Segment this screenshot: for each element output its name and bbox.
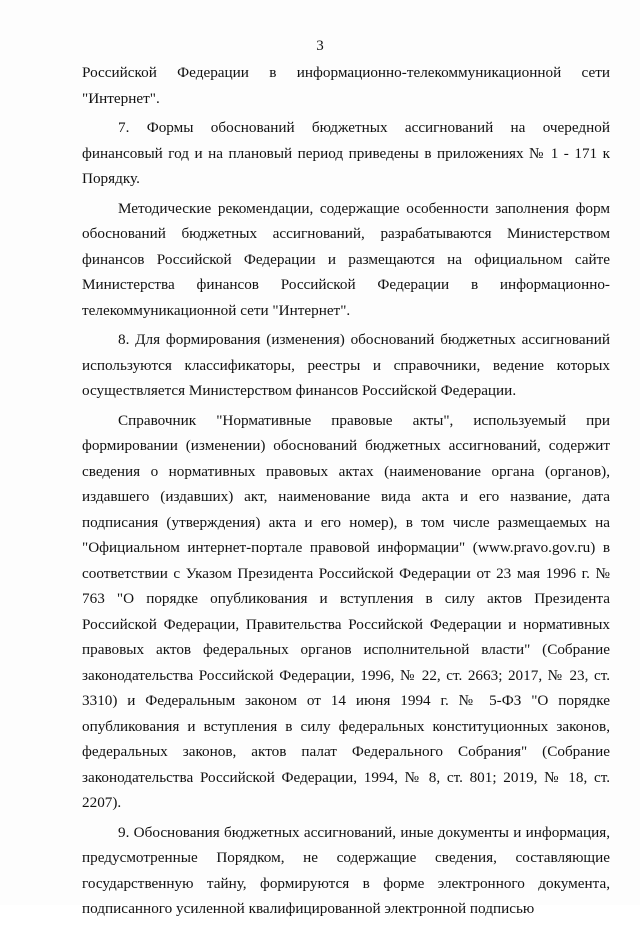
paragraph-methodical-recommendations: Методические рекомендации, содержащие особенности заполнения форм обоснований бюджетных ассигнований, разрабатываются Министерством финансов Российской Федерации и размещаются на официальном сайте Министерства финансов Российской Федерации в информационно-телекоммуникационной сети "Интернет". — [82, 199, 610, 319]
page-number: 3 — [316, 38, 324, 54]
paragraph-continuation: Российской Федерации в информационно-телекоммуникационной сети "Интернет". — [82, 64, 610, 107]
document-body — [82, 60, 610, 926]
paragraph-reference-book: Справочник "Нормативные правовые акты", используемый при формировании (изменении) обоснований бюджетных ассигнований, содержит сведения о нормативных правовых актах (наименование органа (органов), издавшего (издавших) акт, наименование вида акта и его название, дата подписания (утверждения) акта и его номер), в том числе размещаемых на "Официальном интернет-портале правовой информации" (www.pravo.gov.ru) в соответствии с Указом Президента Российской Федерации от 23 мая 1996 г. № 763 "О порядке опубликования и вступления в силу актов Президента Российской Федерации, Правительства Российской Федерации и нормативных правовых актов федеральных органов исполнительной власти" (Собрание законодательства Российской Федерации, 1996, № 22, ст. 2663; 2017, № 23, ст. 3310) и Федеральным законом от 14 июня 1994 г. № 5-ФЗ "О порядке опубликования и вступления в силу федеральных конституционных законов, федеральных законов, актов палат Федерального Собрания" (Собрание законодательства Российской Федерации, 1994, № 8, ст. 801; 2019, № 18, ст. 2207). — [82, 411, 610, 811]
paragraph-item-9: 9. Обоснования бюджетных ассигнований, иные документы и информация, предусмотренные Порядком, не содержащие сведения, составляющие государственную тайну, формируются в форме электронного документа, подписанного усиленной квалифицированной электронной подписью — [82, 823, 610, 917]
paragraph-item-7: 7. Формы обоснований бюджетных ассигнований на очередной финансовый год и на плановый период приведены в приложениях № 1 - 171 к Порядку. — [82, 119, 610, 187]
paragraph-item-8: 8. Для формирования (изменения) обоснований бюджетных ассигнований используются классификаторы, реестры и справочники, ведение которых осуществляется Министерством финансов Российской Федерации. — [82, 331, 610, 399]
